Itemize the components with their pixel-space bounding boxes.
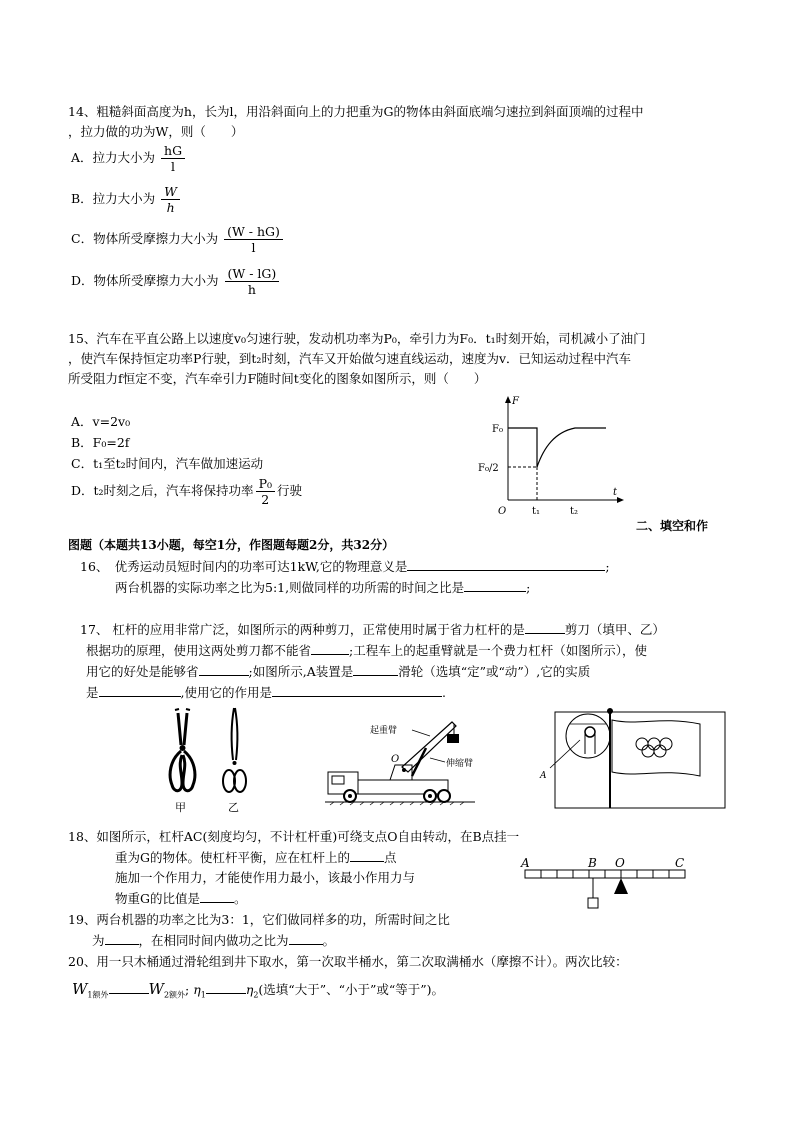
q14-option-a-fraction bbox=[161, 143, 185, 174]
q14-option-a bbox=[71, 143, 187, 174]
q18-line4 bbox=[115, 889, 247, 907]
q19-blank-1[interactable] bbox=[105, 932, 139, 945]
q20-eta1-sub: 1 bbox=[200, 990, 206, 1000]
graph-curve-rise bbox=[537, 428, 606, 467]
graph-y-label: F bbox=[512, 396, 519, 407]
q15-option-b: B．F₀=2f bbox=[71, 435, 130, 450]
graph-origin-label: O bbox=[498, 506, 507, 517]
q14-option-b-fraction bbox=[161, 184, 180, 215]
q15-d-numerator: P₀ bbox=[256, 476, 275, 492]
q17-line4 bbox=[86, 683, 446, 701]
q14-d-numerator: (W - lG) bbox=[225, 266, 280, 282]
graph-t1-label: t₁ bbox=[532, 506, 541, 517]
q14-stem-line1: 14、粗糙斜面高度为h，长为l，用沿斜面向上的力把重为G的物体由斜面底端匀速拉到斜面顶端的过程中 bbox=[68, 104, 644, 119]
q16-line1-text: 16、 优秀运动员短时间内的功率可达1kW,它的物理意义是 bbox=[80, 559, 408, 574]
q15-option-c: C．t₁至t₂时间内，汽车做加速运动 bbox=[71, 456, 264, 471]
q20-eta2-sub: 2 bbox=[253, 990, 259, 1000]
q17-line3 bbox=[86, 662, 590, 680]
lever-label-c: C bbox=[675, 856, 685, 870]
graph-t2-label: t₂ bbox=[570, 506, 579, 517]
q15-option-d-post: 行驶 bbox=[276, 483, 302, 498]
q19-line2-end: 。 bbox=[322, 933, 336, 948]
lever-fulcrum bbox=[614, 878, 628, 894]
q14-option-d bbox=[71, 266, 281, 297]
section-heading-left: 图题（本题共13小题，每空1分，作图题每题2分，共32分） bbox=[68, 538, 395, 552]
graph-y-arrow bbox=[505, 396, 511, 403]
q18-blank-1[interactable] bbox=[350, 849, 384, 862]
q18-line1: 18、如图所示，杠杆AC(刻度均匀，不计杠杆重)可绕支点O自由转动，在B点挂一 bbox=[68, 829, 520, 844]
q16-line2-text: 两台机器的实际功率之比为5:1,则做同样的功所需的时间之比是 bbox=[115, 580, 465, 595]
q14-option-a-label: A．拉力大小为 bbox=[71, 150, 156, 165]
q19-line1: 19、两台机器的功率之比为3：1，它们做同样多的功，所需时间之比 bbox=[68, 912, 450, 927]
q20-blank-2[interactable] bbox=[206, 981, 246, 994]
q17-line3-tail: 滑轮（选填“定”或“动”）,它的实质 bbox=[398, 664, 591, 679]
q17-line2 bbox=[86, 641, 647, 659]
scissors-jia-figure bbox=[160, 705, 205, 815]
q17-line2-text: 根据功的原理，使用这两处剪刀都不能省 bbox=[86, 643, 312, 658]
q14-option-c bbox=[71, 224, 285, 255]
pulley-a-label: A bbox=[540, 771, 547, 781]
q17-line4-text: 是 bbox=[86, 685, 99, 700]
q20-separator: ; bbox=[185, 982, 190, 997]
scissors-jia-label: 甲 bbox=[175, 801, 186, 814]
lever-weight bbox=[588, 898, 598, 908]
graph-x-label: t bbox=[613, 487, 618, 498]
q17-blank-3[interactable] bbox=[199, 663, 249, 676]
q15-option-d-pre: D．t₂时刻之后，汽车将保持功率 bbox=[71, 483, 254, 498]
q14-d-denominator: h bbox=[247, 282, 256, 297]
q20-line2 bbox=[72, 980, 444, 1001]
q15-stem-line2: ，使汽车保持恒定功率P行驶，到t₂时刻，汽车又开始做匀速直线运动，速度为v．已知运动过程中汽车 bbox=[68, 351, 632, 366]
q17-blank-2[interactable] bbox=[311, 642, 349, 655]
q16-line1-end: ; bbox=[605, 559, 610, 574]
q14-c-numerator: (W - hG) bbox=[224, 224, 283, 240]
q14-c-denominator: l bbox=[251, 240, 256, 255]
scissors-yi-figure bbox=[212, 705, 257, 815]
q19-line2-mid: ，在相同时间内做功之比为 bbox=[138, 933, 289, 948]
q17-line1-text: 17、 杠杆的应用非常广泛，如图所示的两种剪刀，正常使用时属于省力杠杆的是 bbox=[80, 622, 525, 637]
q14-option-d-fraction bbox=[225, 266, 280, 297]
q20-w2-sub: 2额外 bbox=[163, 990, 186, 1000]
graph-x-arrow bbox=[617, 497, 624, 503]
q18-blank-2[interactable] bbox=[200, 890, 234, 903]
q14-stem-line2: ，拉力做的功为W，则（ ） bbox=[68, 124, 244, 139]
q16-blank-1[interactable] bbox=[407, 558, 605, 571]
q19-line2-text: 为 bbox=[92, 933, 105, 948]
q20-eta1: η bbox=[193, 982, 201, 997]
q16-line1 bbox=[80, 557, 610, 575]
q14-a-numerator: hG bbox=[161, 143, 185, 159]
q20-eta2: η bbox=[245, 982, 254, 997]
q14-option-c-label: C．物体所受摩擦力大小为 bbox=[71, 231, 219, 246]
graph-curve bbox=[508, 428, 537, 467]
q16-blank-2[interactable] bbox=[464, 579, 526, 592]
q17-blank-1[interactable] bbox=[525, 621, 565, 634]
q15-option-d bbox=[71, 476, 302, 507]
q17-line1-tail: 剪刀（填甲、乙） bbox=[564, 622, 665, 637]
lever-label-o: O bbox=[615, 856, 625, 870]
lever-label-b: B bbox=[588, 856, 597, 870]
q17-blank-4[interactable] bbox=[353, 663, 398, 676]
q18-line2-tail: 点 bbox=[384, 850, 397, 865]
q16-line2 bbox=[115, 578, 530, 596]
q17-line3-text: 用它的好处是能够省 bbox=[86, 664, 199, 679]
scissors-yi-label: 乙 bbox=[228, 801, 239, 814]
lever-figure bbox=[515, 852, 695, 917]
q18-line2-text: 重为G的物体。使杠杆平衡，应在杠杆上的 bbox=[115, 850, 350, 865]
q14-b-denominator: h bbox=[166, 200, 175, 215]
q18-line3: 施加一个作用力，才能使作用力最小，该最小作用力与 bbox=[115, 870, 416, 885]
q20-line1: 20、用一只木桶通过滑轮组到井下取水，第一次取半桶水，第二次取满桶水（摩擦不计）。两次比较： bbox=[68, 954, 628, 969]
crane-arm-label: 伸缩臂 bbox=[446, 759, 474, 769]
q15-option-a: A．v=2v₀ bbox=[71, 414, 131, 429]
q20-w1: W bbox=[72, 980, 88, 998]
q20-w2: W bbox=[148, 980, 164, 998]
q20-w1-sub: 1额外 bbox=[87, 990, 109, 1000]
q14-option-d-label: D．物体所受摩擦力大小为 bbox=[71, 273, 219, 288]
q15-stem-line3: 所受阻力f恒定不变，汽车牵引力F随时间t变化的图象如图所示，则（ ） bbox=[68, 371, 487, 386]
q14-option-c-fraction bbox=[224, 224, 283, 255]
q18-line4-text: 物重G的比值是 bbox=[115, 891, 200, 906]
graph-f0half-label: F₀/2 bbox=[478, 463, 499, 474]
q17-line4-mid: ,使用它的作用是 bbox=[180, 685, 272, 700]
lever-label-a: A bbox=[521, 856, 530, 870]
q15-d-denominator: 2 bbox=[261, 492, 270, 507]
q17-blank-5[interactable] bbox=[99, 684, 181, 697]
section-heading-right: 二、填空和作 bbox=[636, 519, 709, 533]
q19-blank-2[interactable] bbox=[289, 932, 323, 945]
q17-blank-6[interactable] bbox=[272, 684, 442, 697]
crane-pivot-label: O bbox=[391, 754, 400, 765]
q18-line2 bbox=[115, 848, 397, 866]
q15-option-d-fraction bbox=[256, 476, 275, 507]
q14-a-denominator: l bbox=[171, 159, 176, 174]
crane-truck-figure bbox=[320, 710, 480, 810]
q16-line2-end: ; bbox=[526, 580, 531, 595]
graph-f0-label: F₀ bbox=[492, 424, 503, 435]
crane-boom-label: 起重臂 bbox=[370, 726, 398, 736]
q18-line4-tail: 。 bbox=[234, 891, 247, 906]
q14-option-b-label: B．拉力大小为 bbox=[71, 191, 156, 206]
q15-stem-line1: 15、汽车在平直公路上以速度v₀匀速行驶，发动机功率为P₀，牵引力为F₀．t₁时刻开始，司机减小了油门 bbox=[68, 331, 646, 346]
q17-line4-end: . bbox=[442, 685, 446, 700]
q15-force-time-graph bbox=[470, 392, 630, 517]
q14-option-b bbox=[71, 184, 182, 215]
q19-line2 bbox=[92, 931, 335, 949]
q20-blank-1[interactable] bbox=[109, 981, 149, 994]
q17-line2-tail: ;工程车上的起重臂就是一个费力杠杆（如图所示），使 bbox=[349, 643, 647, 658]
q20-tail: (选填“大于”、“小于”或“等于”)。 bbox=[258, 982, 445, 997]
flagpole-pulley-figure bbox=[530, 706, 730, 816]
q14-b-numerator: W bbox=[161, 184, 180, 200]
q17-line3-mid: ;如图所示,A装置是 bbox=[248, 664, 354, 679]
q17-line1 bbox=[80, 620, 665, 638]
